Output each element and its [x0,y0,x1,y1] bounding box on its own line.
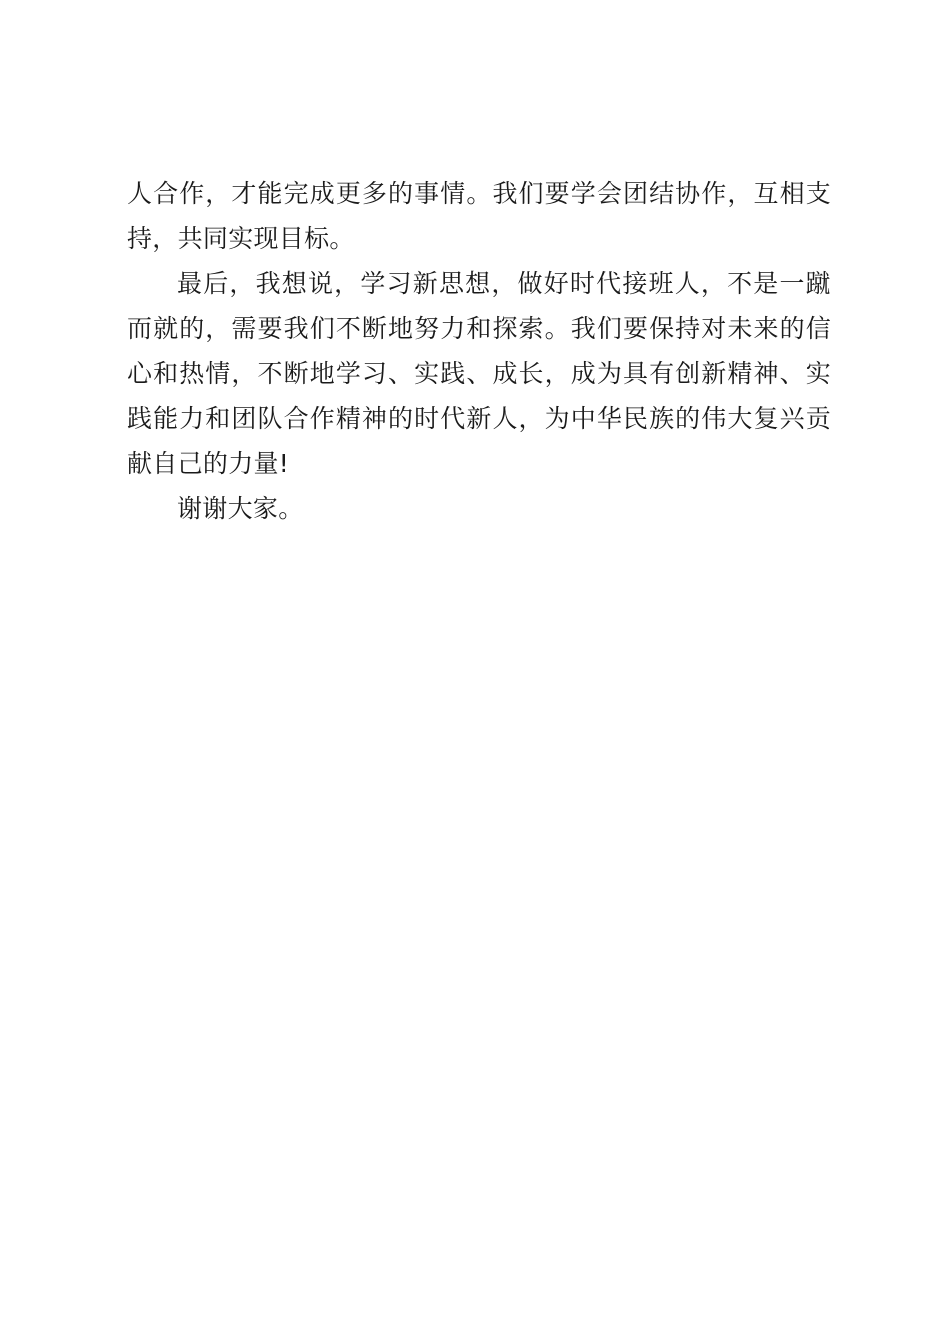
paragraph-thanks: 谢谢大家。 [177,494,304,523]
paragraph-continuation: 人合作，才能完成更多的事情。我们要学会团结协作，互相支持，共同实现目标。 [127,179,831,253]
paragraph-closing-remarks: 最后，我想说，学习新思想，做好时代接班人，不是一蹴而就的，需要我们不断地努力和探索。我们要保持对未来的信心和热情，不断地学习、实践、成长，成为具有创新精神、实践能力和团队合作精神的时代新人，为中华民族的伟大复兴贡献自己的力量! [127,269,831,478]
document-body [127,171,831,531]
